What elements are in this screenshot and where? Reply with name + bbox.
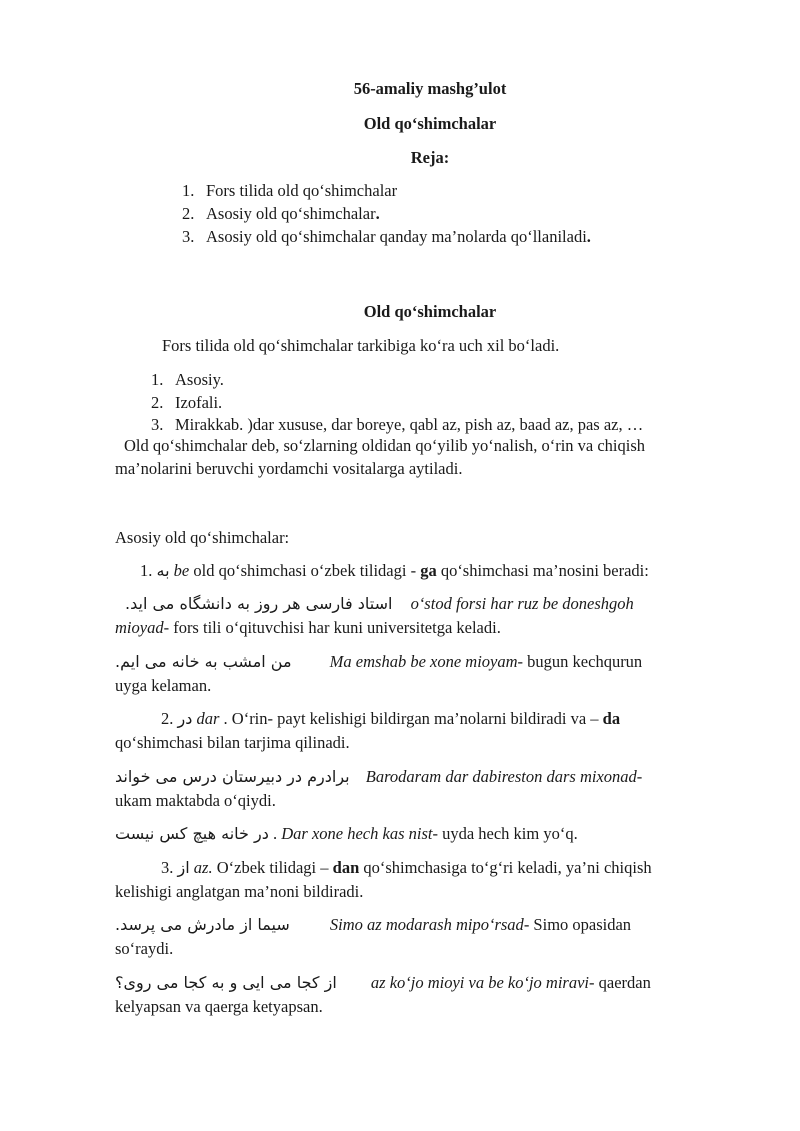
item-3-cont: kelishigi anglatgan ma’noni bildiradi. <box>115 882 364 901</box>
example-4 <box>115 822 578 845</box>
separator: . <box>268 824 282 843</box>
persian-sentence: من امشب به خانه می ایم. <box>115 652 292 671</box>
section-heading: Old qo‘shimchalar <box>363 302 497 321</box>
suffix-bold: dan <box>332 858 360 877</box>
item-3 <box>161 856 652 879</box>
translation: - qaerdan <box>589 973 651 992</box>
type-item-number: 1. <box>151 370 164 389</box>
plan-item-2 <box>182 202 380 225</box>
item-desc: qo‘shimchasi ma’nosini beradi: <box>436 561 649 580</box>
translation: - <box>636 767 643 786</box>
example-5 <box>115 913 631 936</box>
transliteration: az ko‘jo mioyi va be ko‘jo miravi <box>370 973 590 992</box>
item-number: 1. <box>140 561 153 580</box>
plan-item-text: Asosiy old qo‘shimchalar <box>206 204 376 223</box>
translation: - uyda hech kim yo‘q. <box>432 824 578 843</box>
translation: - Simo opasidan <box>523 915 632 934</box>
item-desc: O‘zbek tilidagi – <box>212 858 333 877</box>
plan-item-number: 2. <box>182 204 195 223</box>
plan-item-tail: . <box>375 204 380 223</box>
type-item-number: 3. <box>151 415 164 434</box>
example-6-cont: kelyapsan va qaerga ketyapsan. <box>115 997 323 1016</box>
example-1-cont <box>115 616 501 639</box>
persian-sentence: از کجا می ایی و به کجا می روی؟ <box>115 973 337 992</box>
persian-sentence: سیما از مادرش می پرسد. <box>115 915 290 934</box>
plan-item-tail: . <box>586 227 591 246</box>
transliteration: Barodaram dar dabireston dars mixonad <box>365 767 637 786</box>
transliteration: Simo az modarash mipo‘rsad <box>329 915 524 934</box>
example-6 <box>115 971 651 994</box>
example-2 <box>115 650 642 673</box>
persian-word: به <box>156 561 170 580</box>
type-item-number: 2. <box>151 393 164 412</box>
latin-word: be <box>173 561 190 580</box>
item-2-cont: qo‘shimchasi bilan tarjima qilinadi. <box>115 733 350 752</box>
persian-sentence: برادرم در دبیرستان درس می خواند <box>115 767 350 786</box>
type-item-1 <box>151 368 224 391</box>
lesson-number: 56-amaliy mashg’ulot <box>353 79 507 98</box>
latin-word: dar <box>196 709 220 728</box>
example-3-cont: ukam maktabda o‘qiydi. <box>115 791 276 810</box>
translation: - fors tili o‘qituvchisi har kuni universitetga keladi. <box>163 618 501 637</box>
item-desc: . O‘rin- payt kelishigi bildirgan ma’nolarni bildiradi va – <box>219 709 603 728</box>
document-title: Old qo‘shimchalar <box>363 114 497 133</box>
transliteration: o‘stod forsi har ruz be doneshgoh <box>410 594 634 613</box>
main-heading: Asosiy old qo‘shimchalar: <box>115 528 290 547</box>
type-item-text: Asosiy. <box>175 370 224 389</box>
transliteration: Ma emshab be xone mioyam <box>329 652 518 671</box>
plan-item-text: Fors tilida old qo‘shimchalar <box>206 181 398 200</box>
suffix-bold: ga <box>420 561 437 580</box>
item-desc: qo‘shimchasiga to‘g‘ri keladi, ya’ni chiqish <box>359 858 652 877</box>
plan-item-text: Asosiy old qo‘shimchalar qanday ma’nolarda qo‘llaniladi <box>206 227 587 246</box>
example-1 <box>125 592 634 615</box>
item-2 <box>161 707 620 730</box>
type-item-3 <box>151 413 643 436</box>
latin-word: az. <box>193 858 213 877</box>
persian-sentence: در خانه هیچ کس نیست <box>115 824 269 843</box>
definition-line-1: Old qo‘shimchalar deb, so‘zlarning oldidan qo‘yilib yo‘nalish, o‘rin va chiqish <box>124 436 646 455</box>
example-2-cont: uyga kelaman. <box>115 676 212 695</box>
plan-item-1 <box>182 179 397 202</box>
item-desc: old qo‘shimchasi o‘zbek tilidagi - <box>193 561 421 580</box>
type-item-text: Mirakkab. )dar xususe, dar boreye, qabl az, pish az, baad az, pas az, … <box>175 415 644 434</box>
transliteration: mioyad <box>115 618 164 637</box>
persian-word: از <box>177 858 190 877</box>
suffix-bold: da <box>602 709 621 728</box>
plan-heading: Reja: <box>410 148 450 167</box>
plan-item-number: 3. <box>182 227 195 246</box>
type-item-text: Izofali. <box>175 393 223 412</box>
type-item-2 <box>151 391 222 414</box>
section-intro: Fors tilida old qo‘shimchalar tarkibiga ko‘ra uch xil bo‘ladi. <box>162 336 560 355</box>
item-number: 2. <box>161 709 174 728</box>
translation: - bugun kechqurun <box>517 652 643 671</box>
transliteration: Dar xone hech kas nist <box>281 824 433 843</box>
example-3 <box>115 765 642 788</box>
plan-item-number: 1. <box>182 181 195 200</box>
persian-word: در <box>177 709 193 728</box>
item-number: 3. <box>161 858 174 877</box>
persian-sentence: استاد فارسی هر روز به دانشگاه می اید. <box>125 594 393 613</box>
plan-item-3 <box>182 225 591 248</box>
example-5-cont: so‘raydi. <box>115 939 174 958</box>
definition-line-2: ma’nolarini beruvchi yordamchi vositalarga aytiladi. <box>115 459 463 478</box>
item-1 <box>140 559 649 582</box>
